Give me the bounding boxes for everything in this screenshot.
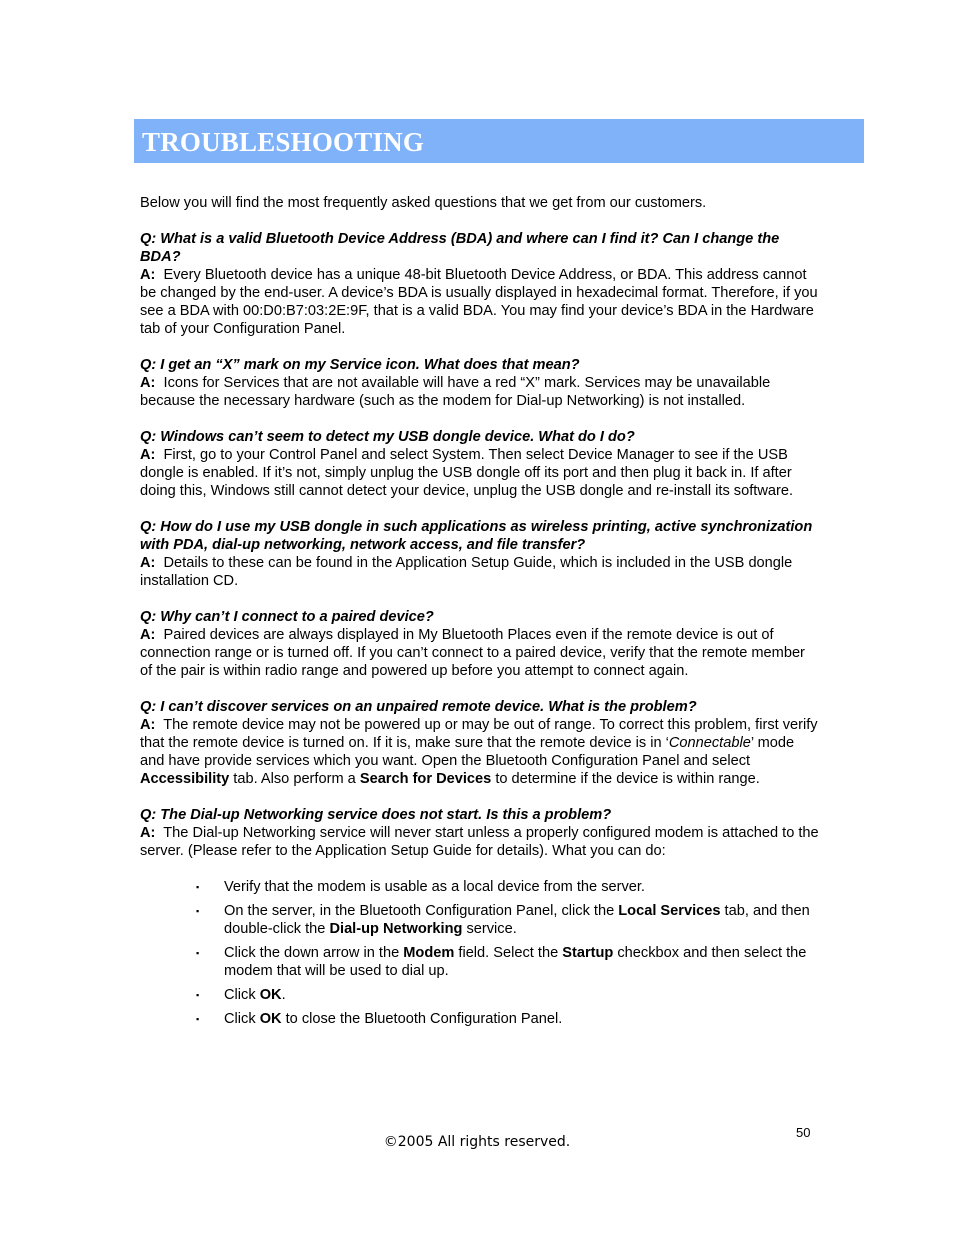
faq-question: Q: Why can’t I connect to a paired device? xyxy=(140,609,434,625)
list-item-text: service. xyxy=(462,921,517,937)
bullet-icon: ▪ xyxy=(196,906,200,916)
answer-text: ’ mode and have provide services which you want. Open the Bluetooth Configuration Panel and select xyxy=(140,735,795,769)
list-item-strong: Local Services xyxy=(618,903,721,919)
list-item xyxy=(140,944,820,980)
answer-label: A: xyxy=(140,267,156,283)
list-item-text: On the server, in the Bluetooth Configuration Panel, click the xyxy=(224,903,619,919)
steps-list xyxy=(140,878,820,1028)
list-item-text: Click xyxy=(224,1011,260,1027)
faq-item xyxy=(140,356,820,410)
answer-text: The remote device may not be powered up or may be out of range. To correct this problem, first verify that the remote device is turned on. If it is, make sure that the remote device is in ‘ xyxy=(140,717,818,751)
answer-label: A: xyxy=(140,375,156,391)
copyright-footer: ©2005 All rights reserved. xyxy=(383,1134,571,1150)
page-number: 50 xyxy=(796,1125,811,1140)
faq-question: Q: What is a valid Bluetooth Device Address (BDA) and where can I find it? Can I change the BDA? xyxy=(140,231,780,265)
faq-item xyxy=(140,806,820,860)
answer-text: Every Bluetooth device has a unique 48-bit Bluetooth Device Address, or BDA. This address cannot be changed by the end-user. A device’s BDA is usually displayed in hexadecimal format. Therefore, if you see a BDA with 00:D0:B7:03:2E:9F, that is a valid BDA. You may find your device’s BDA in the Hardware tab of your Configuration Panel. xyxy=(140,267,818,337)
answer-label: A: xyxy=(140,555,156,571)
answer-text: Icons for Services that are not available will have a red “X” mark. Services may be unavailable because the necessary hardware (such as the modem for Dial-up Networking) is not installed. xyxy=(140,375,771,409)
list-item-text: tab, and then double-click the xyxy=(224,903,810,937)
list-item xyxy=(140,878,820,896)
list-item-strong: Startup xyxy=(562,945,614,961)
list-item-strong: Modem xyxy=(403,945,455,961)
answer-strong: Search for Devices xyxy=(359,771,492,787)
answer-text: First, go to your Control Panel and select System. Then select Device Manager to see if the USB dongle is enabled. If it’s not, simply unplug the USB dongle off its port and then plug it back in. If after doing this, Windows still cannot detect your device, unplug the USB dongle and re-install its software. xyxy=(140,447,794,499)
faq-item xyxy=(140,608,820,680)
faq-item xyxy=(140,518,820,590)
faq-answer xyxy=(140,266,820,338)
answer-label: A: xyxy=(140,627,156,643)
list-item-strong: OK xyxy=(259,987,282,1003)
page-title: TROUBLESHOOTING xyxy=(142,127,425,157)
list-item-text: Verify that the modem is usable as a local device from the server. xyxy=(224,879,645,895)
answer-emphasis: Connectable xyxy=(668,735,751,751)
answer-text: tab. Also perform a xyxy=(229,771,360,787)
answer-label: A: xyxy=(140,717,156,733)
faq-item xyxy=(140,698,820,788)
answer-text: Paired devices are always displayed in My Bluetooth Places even if the remote device is out of connection range or is turned off. If you can’t connect to a paired device, verify that the remote member of the pair is within radio range and powered up before you attempt to connect again. xyxy=(140,627,805,679)
list-item-text: to close the Bluetooth Configuration Panel. xyxy=(281,1011,563,1027)
answer-label: A: xyxy=(140,825,156,841)
bullet-icon: ▪ xyxy=(196,1014,200,1024)
faq-question: Q: Windows can’t seem to detect my USB dongle device. What do I do? xyxy=(140,429,635,445)
faq-answer xyxy=(140,374,820,410)
answer-text: to determine if the device is within range. xyxy=(491,771,760,787)
faq-question: Q: I can’t discover services on an unpaired remote device. What is the problem? xyxy=(140,699,697,715)
list-item-strong: OK xyxy=(259,1011,282,1027)
faq-question: Q: I get an “X” mark on my Service icon. What does that mean? xyxy=(140,357,580,373)
faq-question: Q: How do I use my USB dongle in such applications as wireless printing, active synchronization with PDA, dial-up networking, network access, and file transfer? xyxy=(140,519,813,553)
faq-answer xyxy=(140,824,820,860)
answer-text: Details to these can be found in the Application Setup Guide, which is included in the USB dongle installation CD. xyxy=(140,555,793,589)
faq-question: Q: The Dial-up Networking service does not start. Is this a problem? xyxy=(140,807,612,823)
bullet-icon: ▪ xyxy=(196,948,200,958)
list-item-text: Click the down arrow in the xyxy=(224,945,404,961)
document-body xyxy=(140,194,820,1034)
faq-item xyxy=(140,428,820,500)
answer-label: A: xyxy=(140,447,156,463)
faq-answer xyxy=(140,446,820,500)
faq-item xyxy=(140,230,820,338)
list-item-text: Click xyxy=(224,987,260,1003)
faq-answer xyxy=(140,626,820,680)
list-item xyxy=(140,902,820,938)
faq-answer xyxy=(140,716,820,788)
list-item-text: field. Select the xyxy=(454,945,563,961)
intro-paragraph: Below you will find the most frequently asked questions that we get from our customers. xyxy=(140,195,707,211)
list-item xyxy=(140,986,820,1004)
list-item xyxy=(140,1010,820,1028)
answer-strong: Accessibility xyxy=(140,771,230,787)
list-item-text: . xyxy=(281,987,286,1003)
bullet-icon: ▪ xyxy=(196,990,200,1000)
faq-answer xyxy=(140,554,820,590)
answer-text: The Dial-up Networking service will never start unless a properly configured modem is attached to the server. (Please refer to the Application Setup Guide for details). What you can do: xyxy=(140,825,819,859)
section-header-bar xyxy=(134,119,864,163)
list-item-strong: Dial-up Networking xyxy=(329,921,463,937)
list-item-text: checkbox and then select the modem that will be used to dial up. xyxy=(224,945,807,979)
bullet-icon: ▪ xyxy=(196,882,200,892)
